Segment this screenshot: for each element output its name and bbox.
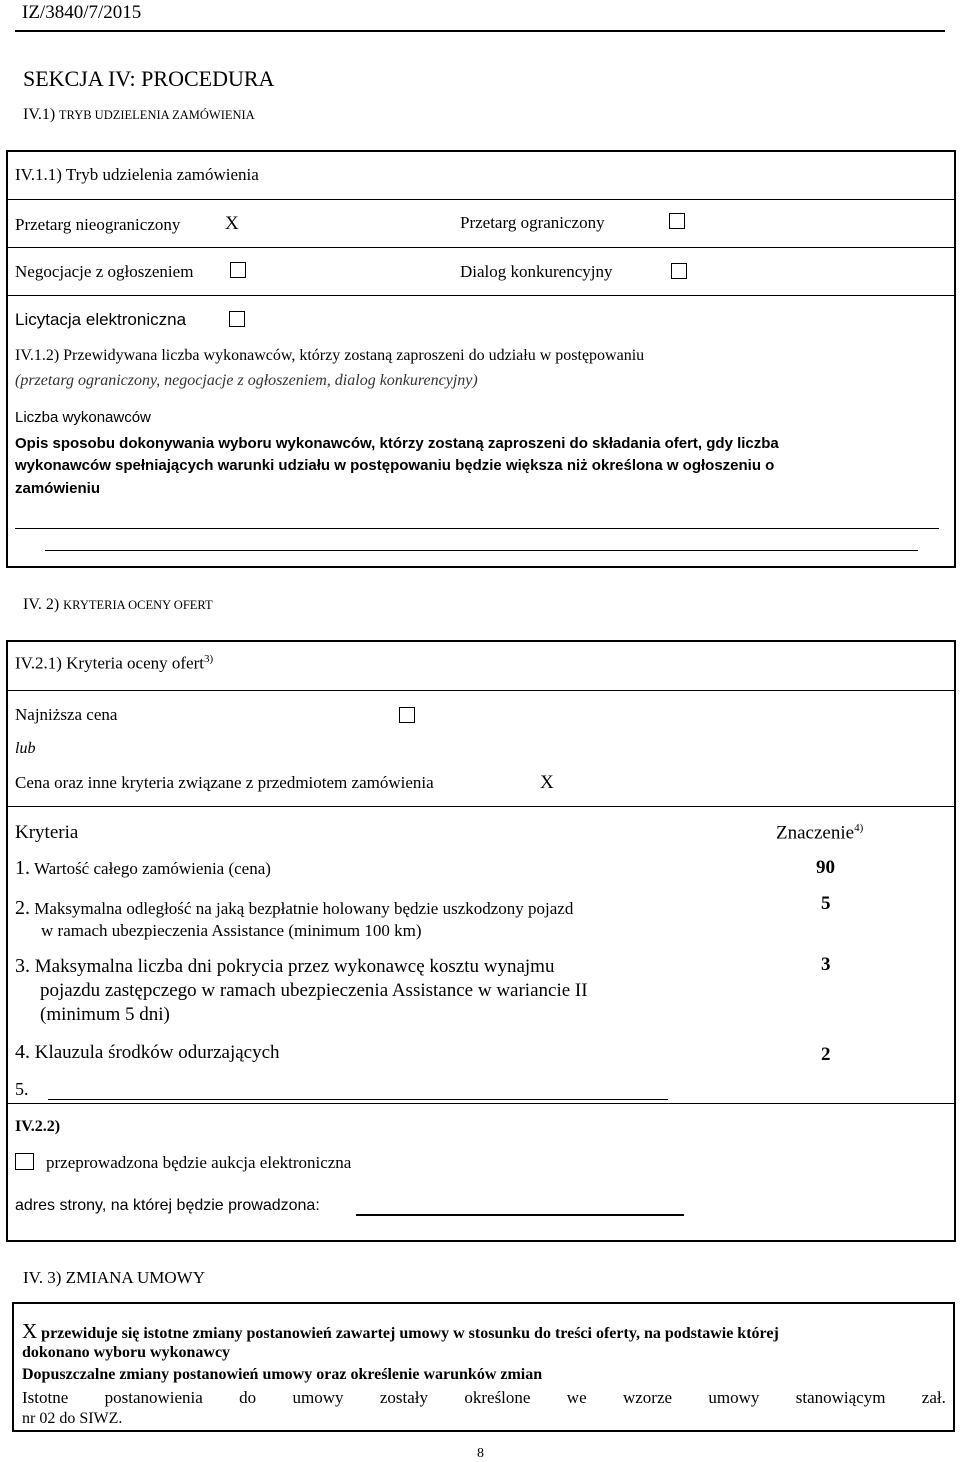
lub-text: lub — [15, 740, 36, 757]
adres-label: adres strony, na której będzie prowadzona: — [15, 1197, 320, 1214]
criterion-4 — [15, 1041, 280, 1064]
col-kryteria: Kryteria — [15, 822, 79, 843]
przewiduje-mark[interactable]: X — [22, 1319, 38, 1343]
najnizsza-cena-label: Najniższa cena — [15, 705, 118, 724]
istotne-word: wzorze — [622, 1388, 673, 1407]
criterion-3-line3: (minimum 5 dni) — [40, 1004, 170, 1025]
opt-dialog-label: Dialog konkurencyjny — [460, 262, 613, 281]
dopuszczalne-heading: Dopuszczalne zmiany postanowień umowy oraz określenie warunków zmian — [22, 1366, 543, 1383]
istotne-line1 — [22, 1388, 946, 1408]
criterion-3-line1: Maksymalna liczba dni pokrycia przez wykonawcę kosztu wynajmu — [34, 956, 555, 977]
istotne-word: postanowienia — [104, 1388, 203, 1407]
iv1-row-divider-3 — [6, 295, 956, 296]
section-title: SEKCJA IV: PROCEDURA — [23, 66, 275, 91]
criterion-2-weight: 5 — [821, 893, 831, 914]
criterion-4-line1: Klauzula środków odurzających — [34, 1042, 280, 1063]
col-znaczenie-text: Znaczenie — [776, 822, 855, 844]
cena-oraz-mark[interactable]: X — [540, 772, 554, 793]
header-rule — [15, 30, 945, 32]
criterion-4-weight: 2 — [821, 1044, 831, 1065]
criterion-3-weight: 3 — [821, 954, 831, 975]
criterion-3 — [15, 955, 554, 978]
opt-negocjacje-checkbox[interactable] — [230, 262, 246, 278]
criterion-2 — [15, 897, 573, 920]
aukcja-checkbox[interactable] — [15, 1153, 34, 1170]
istotne-word: umowy — [292, 1388, 344, 1407]
iv21-sup: 3) — [203, 653, 214, 665]
criterion-5-num: 5. — [15, 1079, 29, 1099]
iv12-heading: IV.1.2) Przewidywana liczba wykonawców, którzy zostaną zaproszeni do udziału w postępowaniu — [15, 347, 645, 364]
opis-line3: zamówieniu — [15, 480, 101, 497]
criterion-2-num: 2. — [15, 897, 30, 919]
istotne-word: Istotne — [22, 1388, 69, 1407]
opis-line1: Opis sposobu dokonywania wyboru wykonawców, którzy zostaną zaproszeni do składania ofert, gdy liczba — [15, 435, 779, 452]
iv2-text: KRYTERIA OCENY OFERT — [63, 598, 213, 612]
istotne-word: zostały — [379, 1388, 429, 1407]
iv2-criteria-divider — [6, 1103, 956, 1104]
iv1-text: TRYB UDZIELENIA ZAMÓWIENIA — [58, 108, 255, 122]
iv1-title — [23, 106, 255, 124]
opt-ograniczony-checkbox[interactable] — [669, 213, 685, 229]
opt-nieograniczony-label: Przetarg nieograniczony — [15, 215, 181, 234]
iv2-title — [23, 596, 213, 614]
istotne-word: stanowiącym — [795, 1388, 886, 1407]
document-id: IZ/3840/7/2015 — [22, 2, 142, 23]
iv2-heading-divider — [6, 690, 956, 691]
iv3-label: IV. 3) — [23, 1268, 62, 1287]
iv21-heading — [15, 653, 213, 674]
aukcja-label: przeprowadzona będzie aukcja elektroniczna — [46, 1153, 352, 1172]
cena-oraz-label: Cena oraz inne kryteria związane z przedmiotem zamówienia — [15, 773, 434, 792]
opt-ograniczony-label: Przetarg ograniczony — [460, 213, 605, 232]
opt-dialog-checkbox[interactable] — [671, 263, 687, 279]
przewiduje-line1 — [22, 1319, 779, 1344]
iv2-box — [6, 640, 956, 1242]
criterion-3-num: 3. — [15, 955, 30, 977]
iv2-label: IV. 2) — [23, 596, 60, 613]
istotne-word: określone — [464, 1388, 531, 1407]
istotne-word: we — [566, 1388, 587, 1407]
adres-input-line[interactable] — [356, 1214, 684, 1216]
przewiduje-line2: dokonano wyboru wykonawcy — [22, 1344, 231, 1361]
opt-licytacja-label: Licytacja elektroniczna — [15, 310, 187, 329]
criterion-5-blank[interactable] — [48, 1099, 668, 1100]
iv3-text: ZMIANA UMOWY — [65, 1268, 205, 1287]
iv2-option-divider — [6, 806, 956, 807]
criterion-4-num: 4. — [15, 1041, 30, 1063]
iv1-row-divider-1 — [6, 199, 956, 200]
iv21-heading-text: IV.2.1) Kryteria oceny ofert — [15, 653, 204, 673]
przewiduje-text: przewiduje się istotne zmiany postanowień zawartej umowy w stosunku do treści oferty, na podstawie której — [41, 1325, 779, 1342]
istotne-line2: nr 02 do SIWZ. — [22, 1410, 123, 1427]
najnizsza-cena-checkbox[interactable] — [399, 707, 415, 723]
iv22-heading: IV.2.2) — [15, 1118, 61, 1135]
istotne-word: umowy — [708, 1388, 760, 1407]
iv12-note: (przetarg ograniczony, negocjacje z ogłoszeniem, dialog konkurencyjny) — [15, 372, 478, 389]
iv1-label: IV.1) — [23, 106, 56, 123]
liczba-wykonawcow: Liczba wykonawców — [15, 409, 151, 426]
iv11-heading: IV.1.1) Tryb udzielenia zamówienia — [15, 165, 259, 184]
criterion-1-text: Wartość całego zamówienia (cena) — [33, 859, 271, 878]
iv3-title — [23, 1268, 205, 1288]
opt-negocjacje-label: Negocjacje z ogłoszeniem — [15, 262, 194, 281]
criterion-2-line1: Maksymalna odległość na jaką bezpłatnie holowany będzie uszkodzony pojazd — [34, 899, 574, 918]
criterion-1 — [15, 857, 271, 880]
criterion-3-line2: pojazdu zastępczego w ramach ubezpieczenia Assistance w wariancie II — [40, 980, 588, 1001]
istotne-word: zał. — [921, 1388, 946, 1407]
iv1-row-divider-2 — [6, 247, 956, 248]
criterion-2-line2: w ramach ubezpieczenia Assistance (minimum 100 km) — [41, 921, 422, 940]
opis-line2: wykonawców spełniających warunki udziału w postępowaniu będzie większa niż określona w ogłoszeniu o — [15, 457, 775, 474]
opis-answer-line-2[interactable] — [45, 550, 918, 551]
opt-licytacja-checkbox[interactable] — [229, 311, 245, 327]
col-znaczenie — [776, 822, 863, 844]
criterion-1-num: 1. — [15, 857, 30, 879]
page-number: 8 — [477, 1446, 484, 1461]
opt-nieograniczony-mark[interactable]: X — [225, 213, 239, 234]
col-znaczenie-sup: 4) — [854, 822, 864, 834]
istotne-word: do — [239, 1388, 257, 1407]
criterion-1-weight: 90 — [816, 857, 835, 878]
opis-answer-line-1[interactable] — [15, 528, 939, 529]
